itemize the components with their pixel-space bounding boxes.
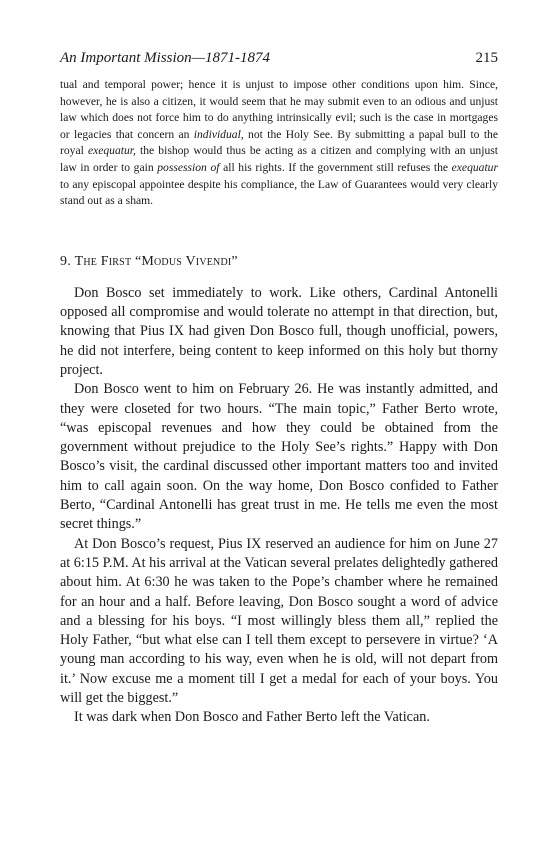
page-number: 215 (475, 50, 498, 66)
section-title: The First “Modus Vivendi” (74, 253, 238, 269)
running-header (60, 50, 498, 67)
quote-text: tual and temporal power; hence it is unjust to impose other conditions upon him. Since, however, he is also a citizen, it would seem that he may submit even to an odious and unjust law which does not force him to do anything intrinsically evil; such is the case in mortgages or legacies that concern an (60, 78, 498, 141)
running-title: An Important Mission—1871-1874 (60, 50, 270, 66)
quote-text: the bishop would thus be acting as a citizen and complying with an unjust law in order to gain (60, 144, 498, 174)
quote-text: to any episcopal appointee despite his compliance, the Law of Guarantees would very clearly stand out as a sham. (60, 177, 498, 208)
quote-emphasis: exequatur (451, 160, 498, 174)
quote-text: not the Holy See. By submitting a papal bull to the royal (60, 127, 498, 158)
quote-text: all his rights. If the government still refuses the (219, 160, 452, 174)
footnote-quote (60, 77, 498, 210)
section-number: 9. (60, 253, 71, 269)
section-heading (60, 254, 498, 270)
paragraph: Don Bosco went to him on February 26. He was instantly admitted, and they were closeted for two hours. “The main topic,” Father Berto wrote, “was episcopal revenues and how they could be obtained from the government without prejudice to the Holy See’s rights.” Happy with Don Bosco’s visit, the cardinal discussed other important matters too and invited him to call again soon. On the way home, Don Bosco confided to Father Berto, “Cardinal Antonelli has great trust in me. He tells me even the most secret things.” (60, 381, 498, 533)
paragraph: It was dark when Don Bosco and Father Berto left the Vatican. (74, 709, 430, 726)
body-text (60, 284, 498, 728)
quote-emphasis: possession of (157, 160, 220, 174)
quote-emphasis: individual, (193, 127, 244, 141)
paragraph: At Don Bosco’s request, Pius IX reserved an audience for him on June 27 at 6:15 P.M. At his arrival at the Vatican several prelates delightedly gathered about him. At 6:30 he was taken to the Pope’s chamber where he remained for an hour and a half. Before leaving, Don Bosco sought a word of advice and a blessing for his boys. “I most willingly bless them all,” replied the Holy Father, “but what else can I tell them except to persevere in virtue? ‘A young man according to his way, even when he is old, will not depart from it.’ Now excuse me a moment till I get a medal for each of your boys. You will get the biggest.” (60, 535, 498, 706)
paragraph: Don Bosco set immediately to work. Like others, Cardinal Antonelli opposed all compromise and would tolerate no attempt in that direction, but, knowing that Pius IX had given Don Bosco full, though unofficial, powers, he did not interfere, being content to keep informed on this holy but thorny project. (60, 284, 498, 378)
book-page (60, 50, 498, 728)
quote-emphasis: exequatur, (87, 144, 136, 158)
